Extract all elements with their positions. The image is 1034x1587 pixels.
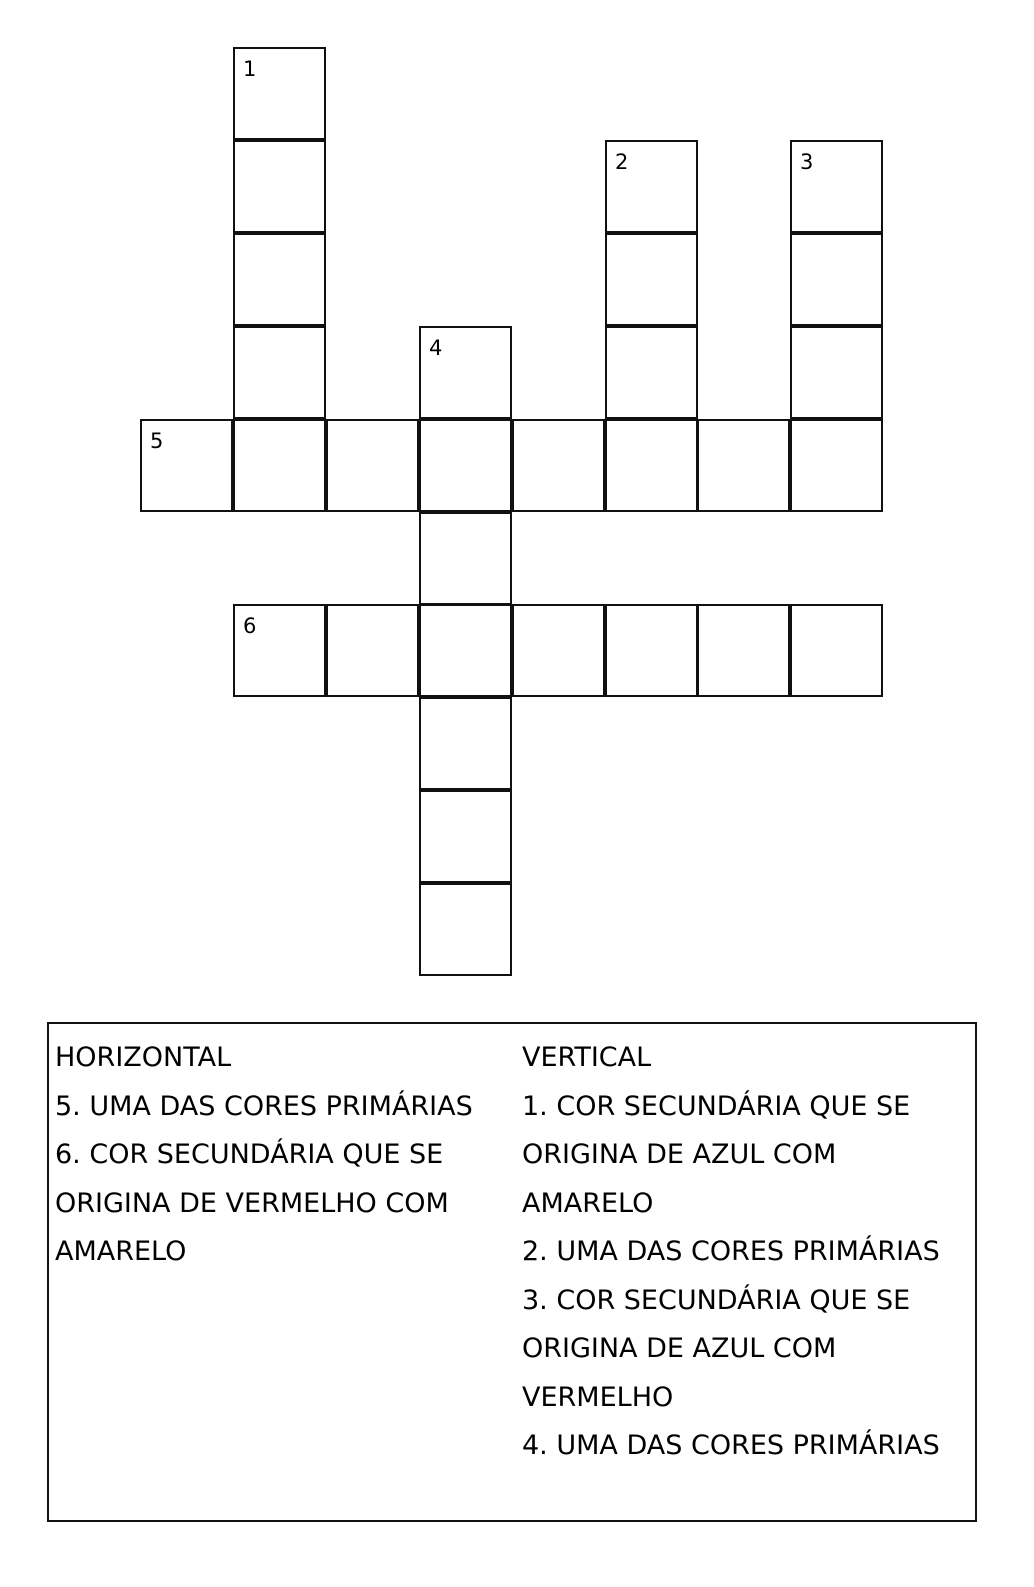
vertical-heading: VERTICAL — [522, 1042, 652, 1073]
vertical-clue-line: VERMELHO — [522, 1381, 674, 1413]
horizontal-clue-line: AMARELO — [55, 1236, 187, 1267]
crossword-cell[interactable] — [790, 326, 883, 419]
crossword-cell[interactable] — [419, 697, 512, 790]
crossword-cell[interactable] — [790, 140, 883, 233]
horizontal-heading: HORIZONTAL — [55, 1042, 232, 1073]
vertical-clue-line: 3. COR SECUNDÁRIA QUE SE — [522, 1284, 911, 1316]
crossword-cell[interactable] — [419, 790, 512, 883]
crossword-cell[interactable] — [233, 419, 326, 512]
clues-box — [47, 1022, 977, 1522]
clue-number: 5 — [150, 429, 164, 453]
crossword-cell[interactable] — [326, 604, 419, 697]
horizontal-clue-line: 5. UMA DAS CORES PRIMÁRIAS — [55, 1090, 473, 1122]
vertical-clue-line: AMARELO — [522, 1187, 654, 1219]
crossword-cell[interactable] — [790, 419, 883, 512]
crossword-cell[interactable] — [512, 604, 605, 697]
clue-number: 4 — [429, 336, 443, 360]
clue-number: 2 — [615, 150, 629, 174]
horizontal-clue-line: 6. COR SECUNDÁRIA QUE SE — [55, 1139, 444, 1170]
crossword-cell[interactable] — [605, 140, 698, 233]
crossword-cell[interactable] — [419, 883, 512, 976]
horizontal-clue-line: ORIGINA DE VERMELHO COM — [55, 1187, 449, 1219]
vertical-clues — [522, 1034, 972, 1471]
crossword-cell[interactable] — [790, 233, 883, 326]
vertical-clue-line: ORIGINA DE AZUL COM — [522, 1139, 837, 1170]
clue-number: 6 — [243, 614, 257, 638]
crossword-cell[interactable] — [326, 419, 419, 512]
crossword-cell[interactable] — [419, 326, 512, 419]
clue-number: 3 — [800, 150, 814, 174]
vertical-clue-line: ORIGINA DE AZUL COM — [522, 1333, 837, 1364]
clue-number: 1 — [243, 57, 257, 81]
crossword-cell[interactable] — [419, 512, 512, 605]
vertical-clue-line: 1. COR SECUNDÁRIA QUE SE — [522, 1090, 911, 1122]
crossword-cell[interactable] — [233, 604, 326, 697]
crossword-cell[interactable] — [605, 326, 698, 419]
crossword-cell[interactable] — [233, 47, 326, 140]
crossword-cell[interactable] — [605, 419, 698, 512]
crossword-cell[interactable] — [233, 233, 326, 326]
crossword-cell[interactable] — [512, 419, 605, 512]
crossword-cell[interactable] — [790, 604, 883, 697]
vertical-clue-line: 2. UMA DAS CORES PRIMÁRIAS — [522, 1236, 940, 1267]
crossword-cell[interactable] — [605, 233, 698, 326]
crossword-cell[interactable] — [605, 604, 698, 697]
crossword-cell[interactable] — [419, 419, 512, 512]
crossword-cell[interactable] — [233, 326, 326, 419]
crossword-cell[interactable] — [140, 419, 233, 512]
crossword-cell[interactable] — [419, 604, 512, 697]
crossword-cell[interactable] — [233, 140, 326, 233]
crossword-cell[interactable] — [697, 419, 790, 512]
crossword-cell[interactable] — [697, 604, 790, 697]
horizontal-clues — [55, 1034, 505, 1277]
vertical-clue-line: 4. UMA DAS CORES PRIMÁRIAS — [522, 1430, 940, 1461]
